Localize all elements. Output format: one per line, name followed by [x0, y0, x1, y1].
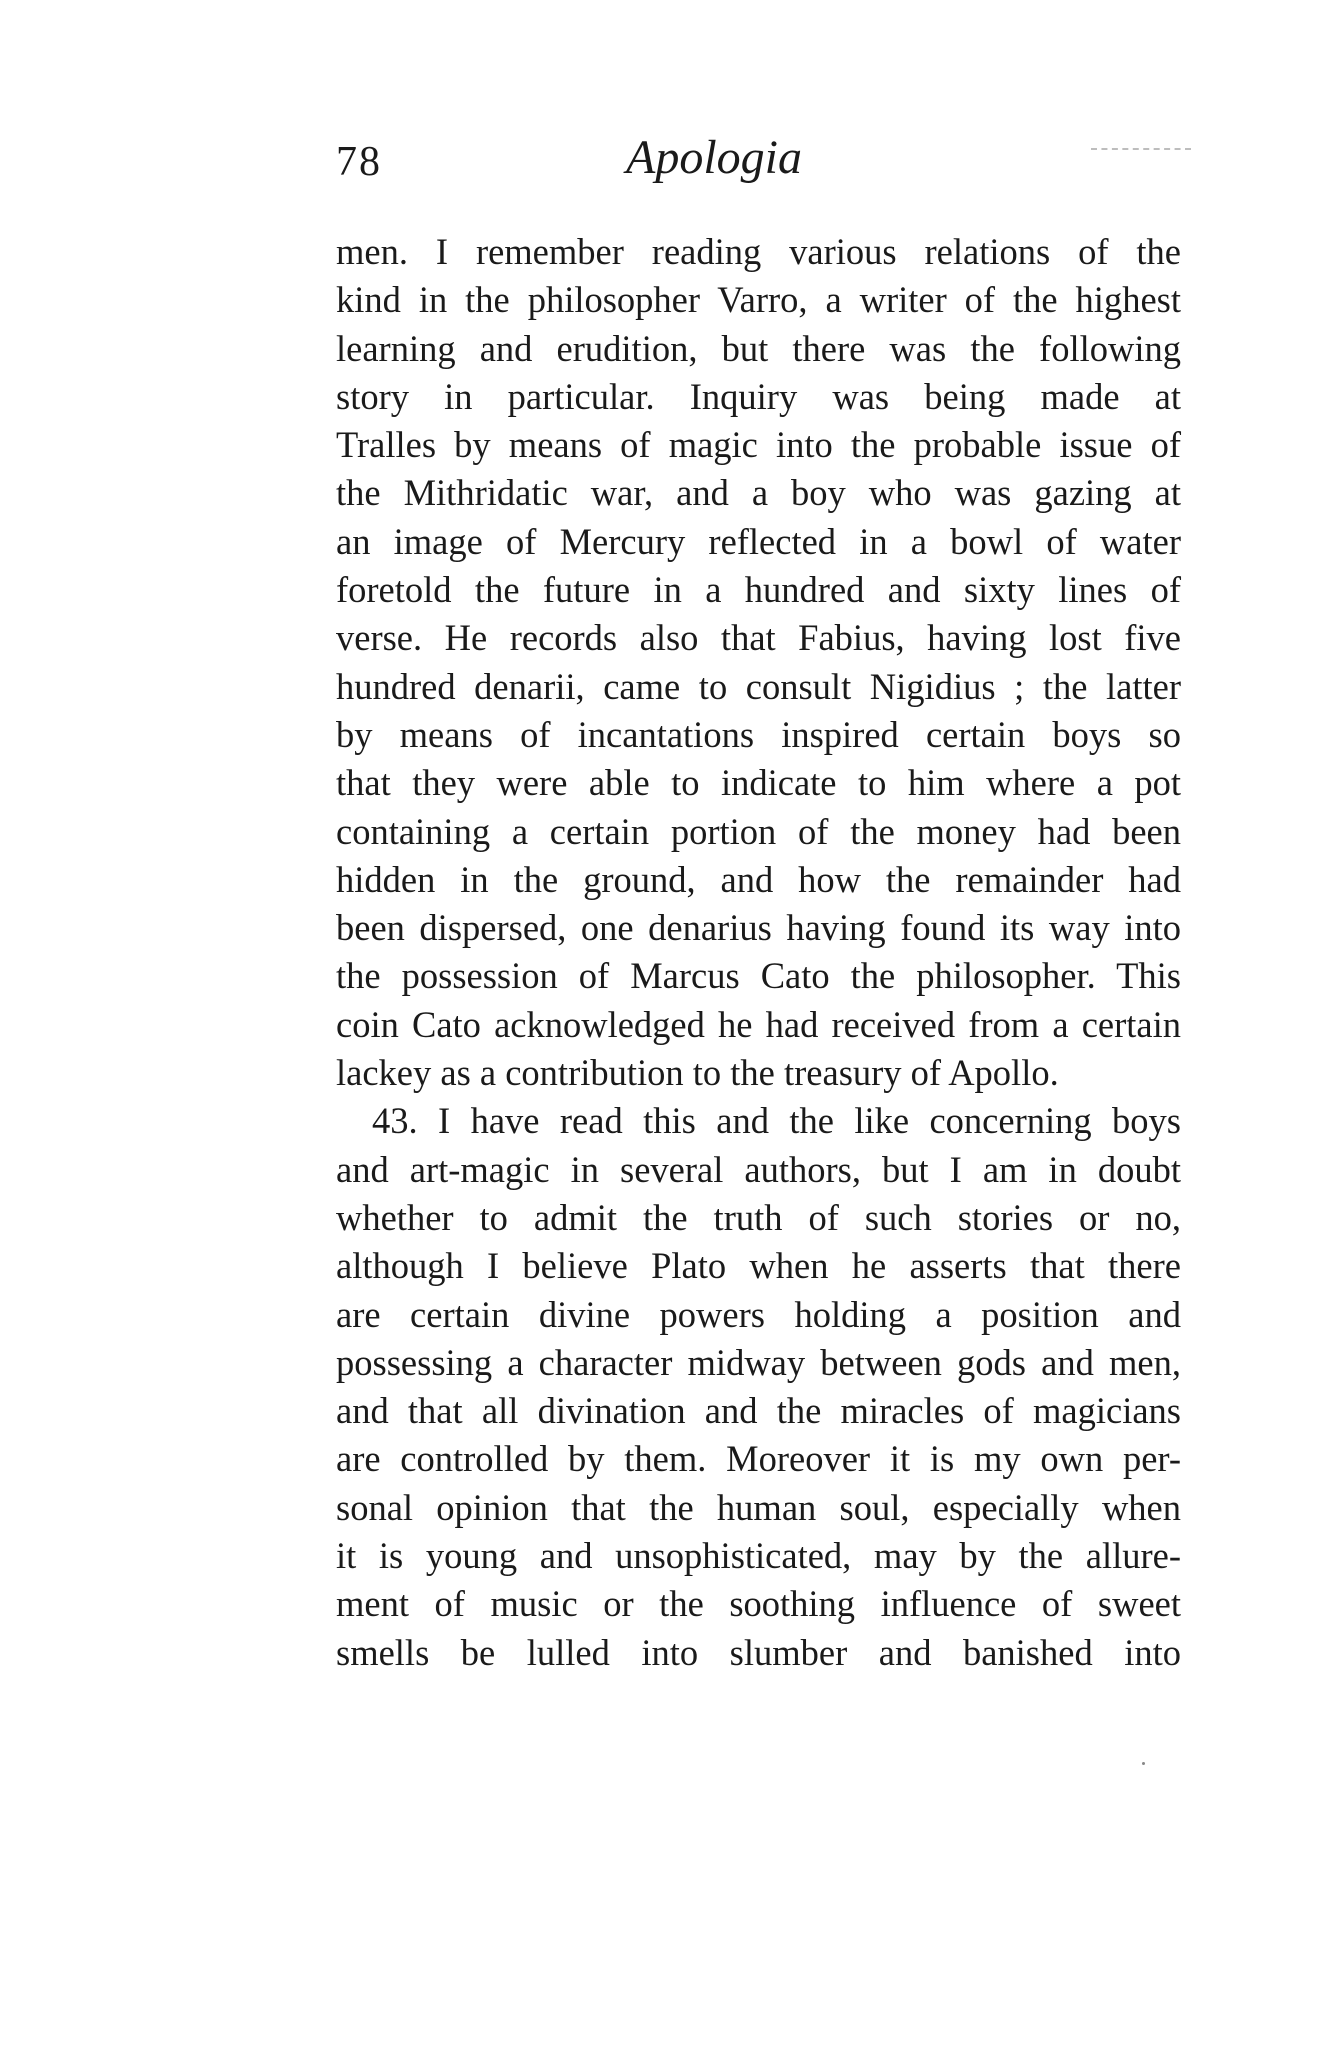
text-line: are controlled by them. Moreover it is my own per-	[336, 1438, 1181, 1480]
text-line: hundred denarii, came to consult Nigidius ; the latter	[336, 665, 1181, 707]
text-line: story in particular. Inquiry was being made at	[336, 375, 1181, 417]
text-line: been dispersed, one denarius having found its way into	[336, 907, 1181, 949]
text-line: Tralles by means of magic into the probable issue of	[336, 424, 1181, 466]
text-line: by means of incantations inspired certain boys so	[336, 713, 1181, 755]
text-line: possessing a character midway between gods and men,	[336, 1341, 1181, 1383]
text-line: learning and erudition, but there was the following	[336, 327, 1181, 369]
text-line: that they were able to indicate to him where a pot	[336, 762, 1181, 804]
text-line-paragraph-start: 43. I have read this and the like concerning boys	[372, 1100, 1181, 1142]
print-speck	[1142, 1762, 1145, 1765]
header-rule	[1091, 148, 1191, 150]
text-line: and that all divination and the miracles of magicians	[336, 1390, 1181, 1432]
text-line: foretold the future in a hundred and sixty lines of	[336, 569, 1181, 611]
text-line: verse. He records also that Fabius, having lost five	[336, 617, 1181, 659]
text-line: coin Cato acknowledged he had received from a certain	[336, 1003, 1181, 1045]
text-line: the possession of Marcus Cato the philosopher. This	[336, 955, 1181, 997]
text-line: smells be lulled into slumber and banished into	[336, 1631, 1181, 1673]
text-line: lackey as a contribution to the treasury of Apollo.	[336, 1052, 1059, 1094]
text-line: an image of Mercury reflected in a bowl of water	[336, 520, 1181, 562]
text-line: the Mithridatic war, and a boy who was gazing at	[336, 472, 1181, 514]
text-line: ment of music or the soothing influence of sweet	[336, 1583, 1181, 1625]
text-line: are certain divine powers holding a position and	[336, 1293, 1181, 1335]
text-line: containing a certain portion of the money had been	[336, 810, 1181, 852]
text-line: men. I remember reading various relations of the	[336, 231, 1181, 272]
running-title: Apologia	[626, 131, 802, 184]
page-number: 78	[336, 139, 382, 185]
text-line: kind in the philosopher Varro, a writer of the highest	[336, 279, 1181, 321]
text-line: hidden in the ground, and how the remainder had	[336, 858, 1181, 900]
text-line: whether to admit the truth of such stories or no,	[336, 1196, 1181, 1238]
body-text	[336, 228, 1181, 1677]
text-line: sonal opinion that the human soul, especially when	[336, 1486, 1181, 1528]
running-head	[336, 130, 1181, 200]
text-line: and art-magic in several authors, but I am in doubt	[336, 1148, 1181, 1190]
text-line: it is young and unsophisticated, may by the allure-	[336, 1535, 1181, 1577]
text-line: although I believe Plato when he asserts that there	[336, 1245, 1181, 1287]
